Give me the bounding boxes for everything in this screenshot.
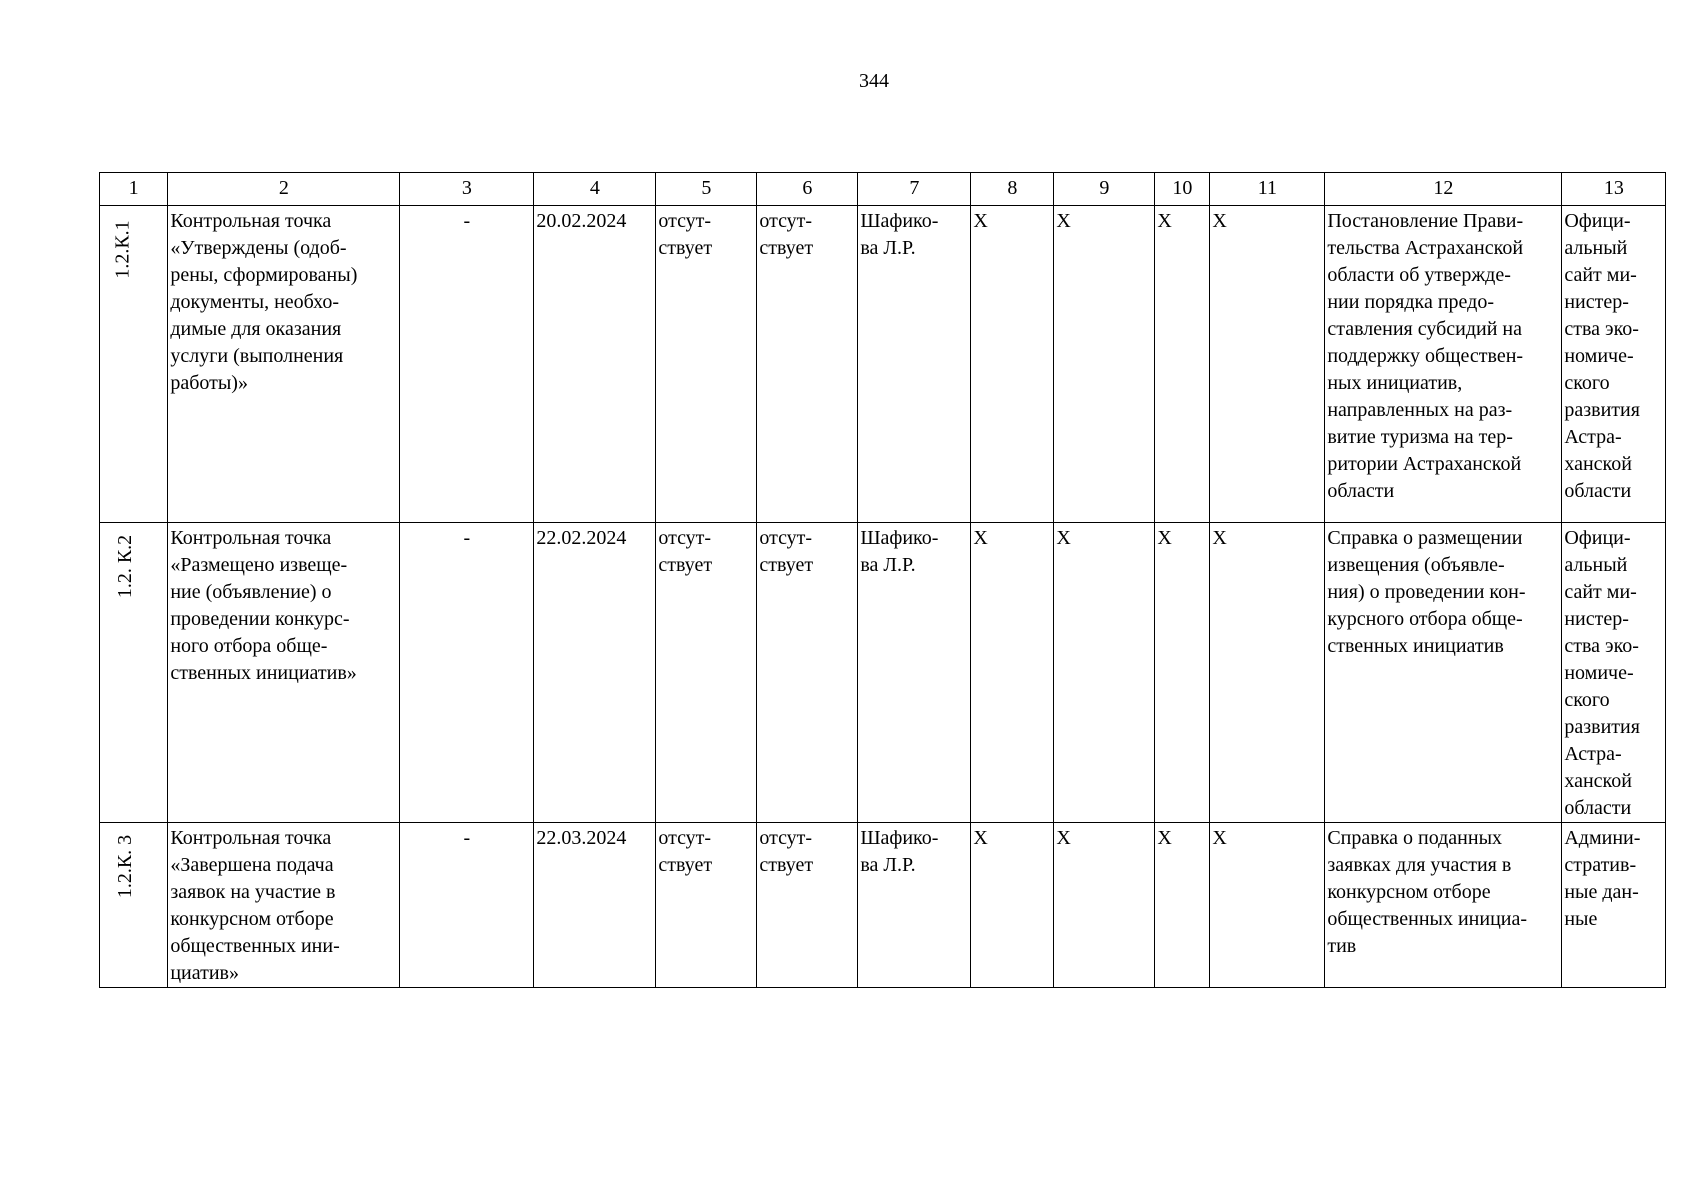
column-header: 9	[1054, 173, 1155, 206]
row-id: 1.2. К.2	[114, 534, 137, 599]
column-header: 5	[656, 173, 757, 206]
col11-cell: Х	[1210, 523, 1325, 823]
col9-cell: Х	[1054, 823, 1155, 988]
col6-cell: отсут- ствует	[757, 823, 858, 988]
column-header: 7	[858, 173, 971, 206]
name-cell: Контрольная точка «Утверждены (одоб- рены, сформированы) документы, необхо- димые для оказания услуги (выполнения работы)»	[168, 206, 400, 523]
row-id: 1.2.К.1	[111, 220, 134, 279]
header-row	[100, 173, 1666, 206]
column-header: 4	[534, 173, 656, 206]
col5-cell: отсут- ствует	[656, 823, 757, 988]
table-row	[100, 523, 1666, 823]
responsible-cell: Шафико- ва Л.Р.	[858, 523, 971, 823]
date-cell: 20.02.2024	[534, 206, 656, 523]
col10-cell: Х	[1155, 206, 1210, 523]
col9-cell: Х	[1054, 206, 1155, 523]
control-points-table	[99, 172, 1666, 988]
row-id-cell	[100, 523, 168, 823]
row-id-cell	[100, 206, 168, 523]
name-cell: Контрольная точка «Размещено извеще- ние (объявление) о проведении конкурс- ного отбора обще- ственных инициатив»	[168, 523, 400, 823]
row-id: 1.2.К. 3	[114, 834, 137, 899]
col3-cell: -	[400, 823, 534, 988]
col11-cell: Х	[1210, 206, 1325, 523]
col6-cell: отсут- ствует	[757, 206, 858, 523]
table-row	[100, 823, 1666, 988]
row-id-cell	[100, 823, 168, 988]
column-header: 6	[757, 173, 858, 206]
date-cell: 22.03.2024	[534, 823, 656, 988]
col6-cell: отсут- ствует	[757, 523, 858, 823]
col8-cell: Х	[971, 823, 1054, 988]
col3-cell: -	[400, 206, 534, 523]
name-cell: Контрольная точка «Завершена подача заявок на участие в конкурсном отборе общественных ини- циатив»	[168, 823, 400, 988]
responsible-cell: Шафико- ва Л.Р.	[858, 206, 971, 523]
column-header: 12	[1325, 173, 1562, 206]
column-header: 11	[1210, 173, 1325, 206]
column-header: 1	[100, 173, 168, 206]
col8-cell: Х	[971, 523, 1054, 823]
col3-cell: -	[400, 523, 534, 823]
source-cell: Офици- альный сайт ми- нистер- ства эко- номиче- ского развития Астра- ханской области	[1562, 523, 1666, 823]
page-number: 344	[859, 70, 889, 92]
responsible-cell: Шафико- ва Л.Р.	[858, 823, 971, 988]
col5-cell: отсут- ствует	[656, 523, 757, 823]
column-header: 13	[1562, 173, 1666, 206]
column-header: 2	[168, 173, 400, 206]
col10-cell: Х	[1155, 523, 1210, 823]
date-cell: 22.02.2024	[534, 523, 656, 823]
col11-cell: Х	[1210, 823, 1325, 988]
column-header: 10	[1155, 173, 1210, 206]
col5-cell: отсут- ствует	[656, 206, 757, 523]
col8-cell: Х	[971, 206, 1054, 523]
column-header: 8	[971, 173, 1054, 206]
document-cell: Постановление Прави- тельства Астраханской области об утвержде- нии порядка предо- ставления субсидий на поддержку обществен- ных инициатив, направленных на раз- витие туризма на тер- ритории Астраханской области	[1325, 206, 1562, 523]
col9-cell: Х	[1054, 523, 1155, 823]
table-row	[100, 206, 1666, 523]
document-cell: Справка о размещении извещения (объявле- ния) о проведении кон- курсного отбора обще- ственных инициатив	[1325, 523, 1562, 823]
source-cell: Админи- стратив- ные дан- ные	[1562, 823, 1666, 988]
source-cell: Офици- альный сайт ми- нистер- ства эко- номиче- ского развития Астра- ханской области	[1562, 206, 1666, 523]
document-cell: Справка о поданных заявках для участия в конкурсном отборе общественных инициа- тив	[1325, 823, 1562, 988]
column-header: 3	[400, 173, 534, 206]
col10-cell: Х	[1155, 823, 1210, 988]
